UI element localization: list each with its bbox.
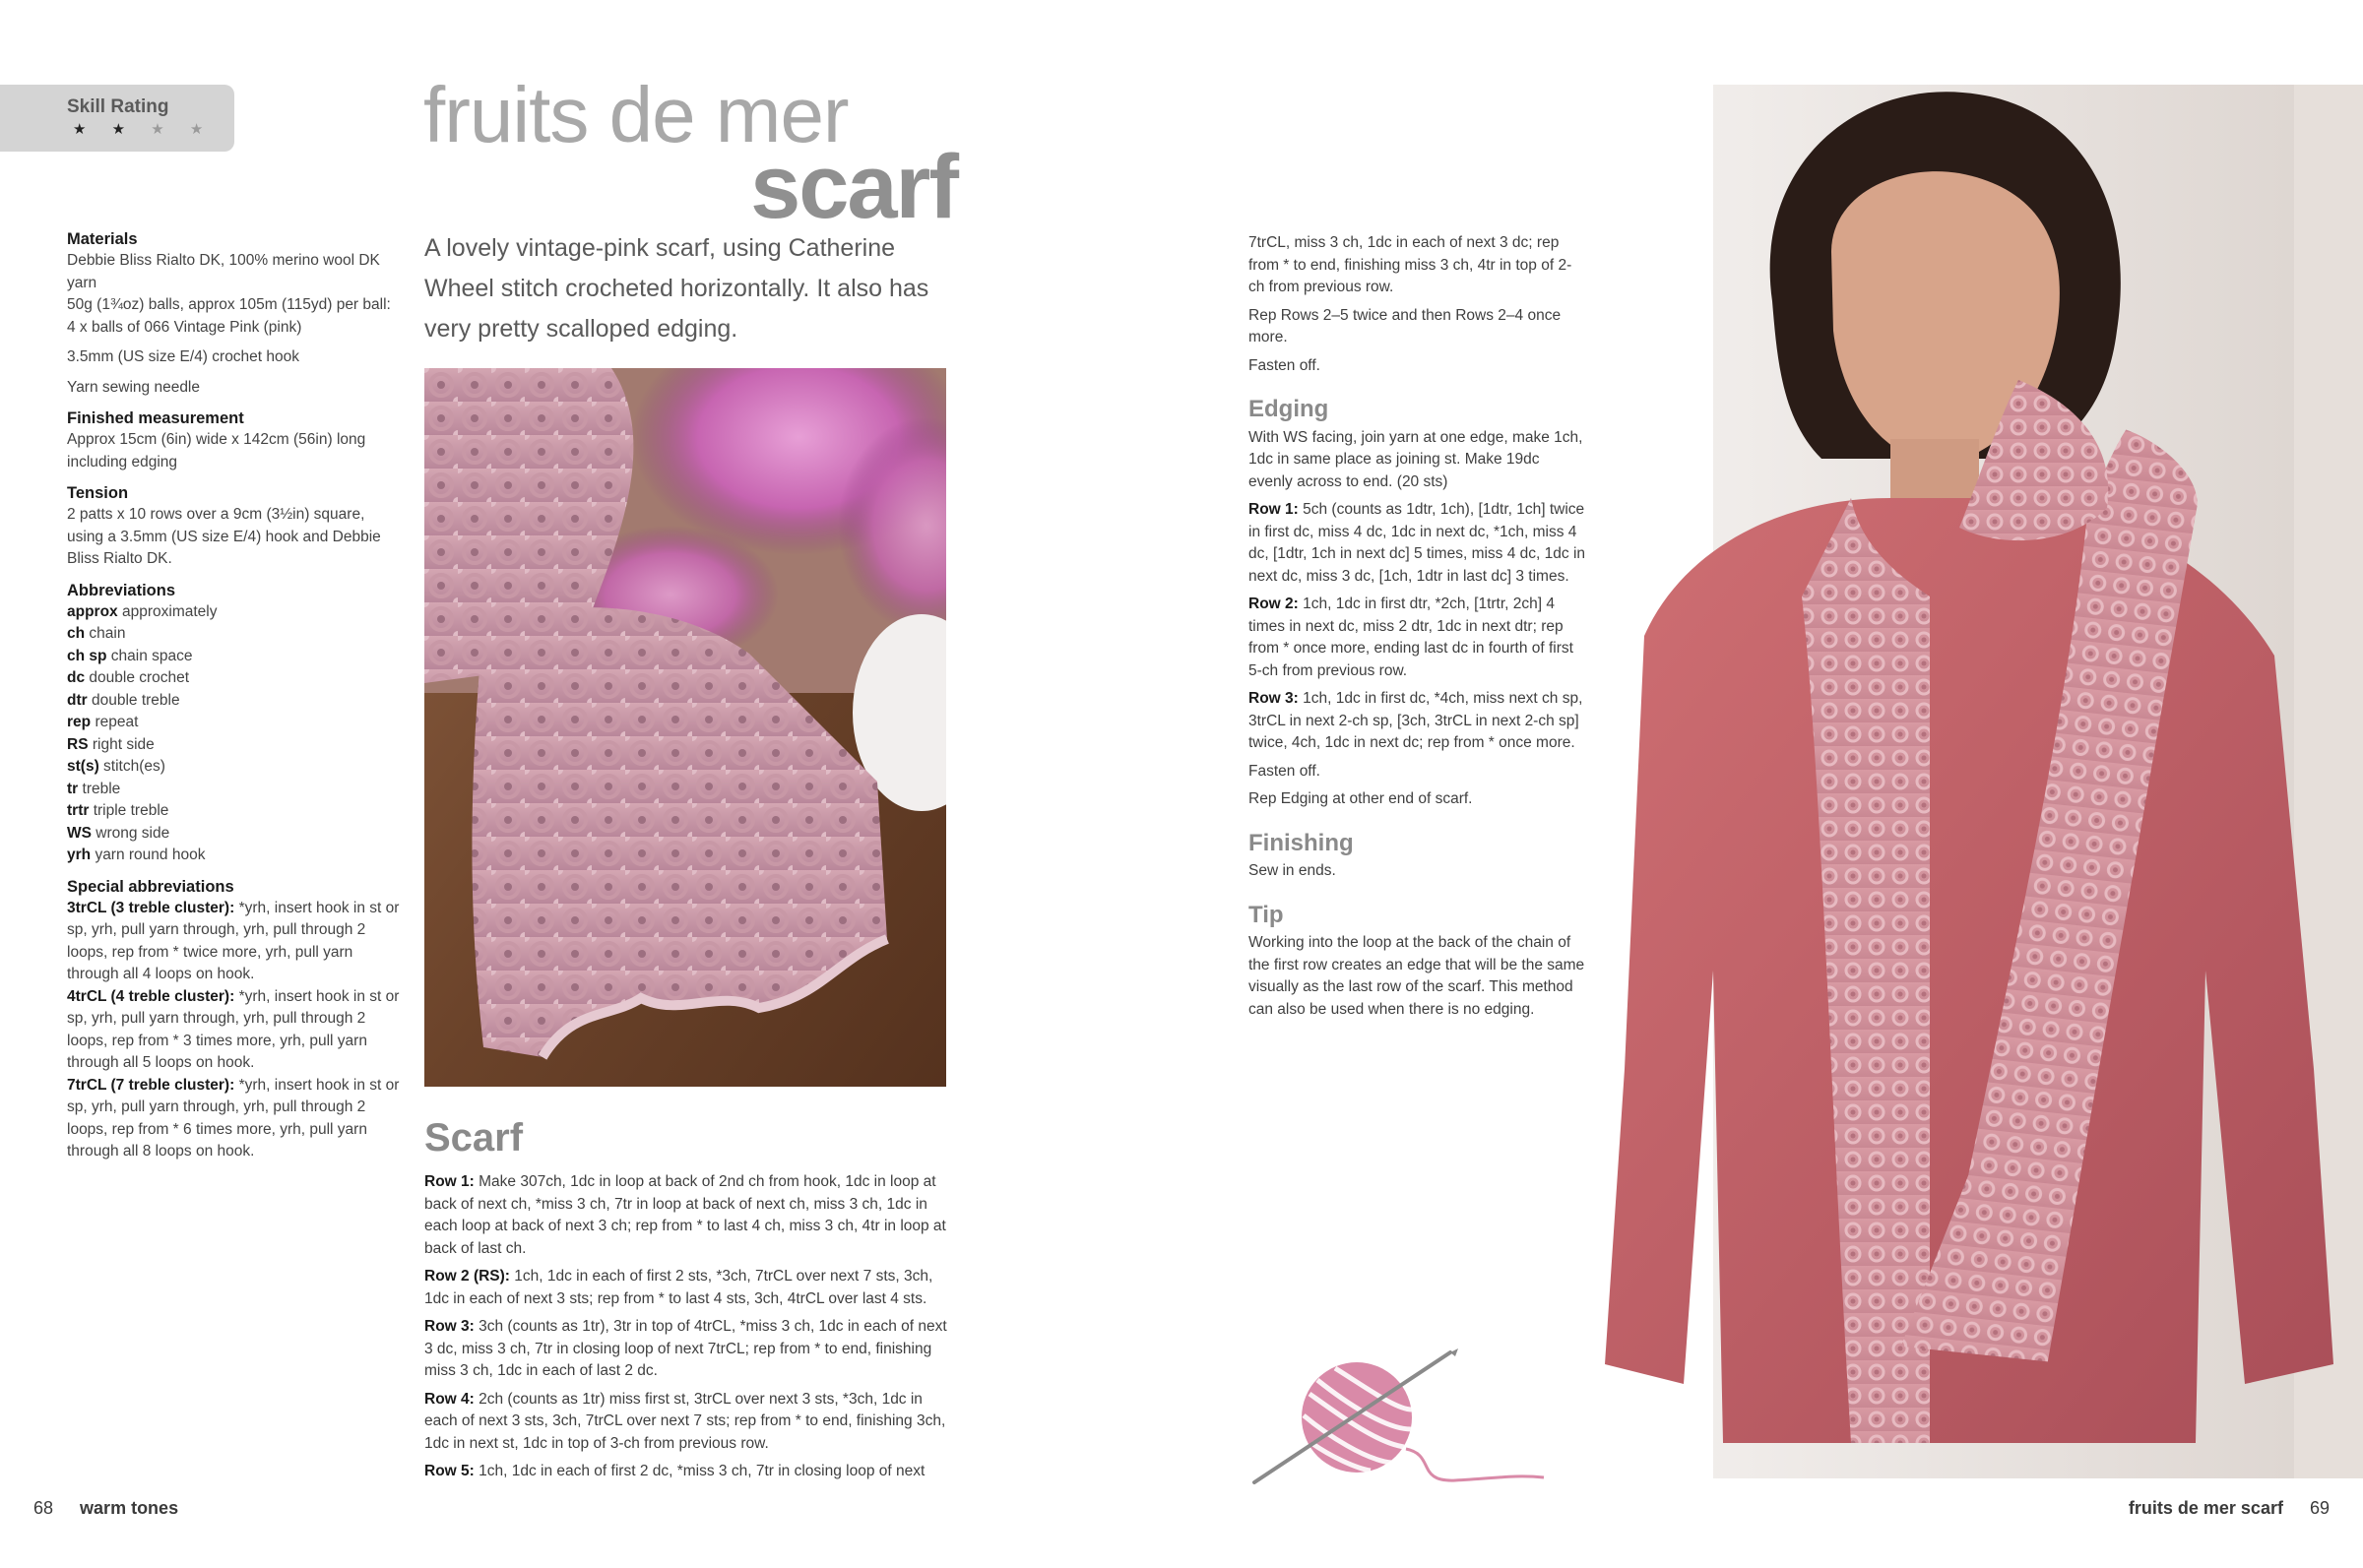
- special-abbreviations-heading: Special abbreviations: [67, 877, 234, 896]
- abbreviation-item: yrh yarn round hook: [67, 847, 206, 863]
- page-title-line1: fruits de mer: [423, 71, 849, 158]
- edging-row: Row 1: 5ch (counts as 1dtr, 1ch), [1dtr, 1ch] twice in first dc, miss 4 dc, 1dc in next dc, *1ch, miss 4 dc, [1dtr, 1ch in next dc] 5 times, miss 4 dc, 1dc in next dc, miss 3 dc, [1ch, 1dtr in last dc] 3 times.: [1248, 501, 1586, 585]
- footer-left: [33, 1498, 178, 1519]
- intro-paragraph: A lovely vintage-pink scarf, using Catherine Wheel stitch crocheted horizontally. It also has very pretty scalloped edging.: [424, 234, 929, 343]
- edging-row: Row 3: 1ch, 1dc in first dc, *4ch, miss next ch sp, 3trCL in next 2-ch sp, [3ch, 3trCL in next 2-ch sp] twice, 4ch, 1dc in next dc; rep from * once more.: [1248, 690, 1583, 751]
- abbreviation-item: RS right side: [67, 735, 155, 753]
- materials-yarn: Debbie Bliss Rialto DK, 100% merino wool DK yarn: [67, 252, 380, 291]
- special-abbreviation-item: 7trCL (7 treble cluster): *yrh, insert hook in st or sp, yrh, pull yarn through, yrh, pull through 2 loops, rep from * 6 times more, yrh, pull yarn through all 8 loops on hook.: [67, 1076, 400, 1160]
- section-name: warm tones: [80, 1498, 179, 1518]
- edging-fasten: Fasten off.: [1248, 762, 1320, 780]
- abbreviation-item: ch chain: [67, 625, 126, 642]
- abbreviation-item: trtr triple treble: [67, 802, 169, 819]
- page-number-left: 68: [33, 1498, 54, 1518]
- abbreviations-heading: Abbreviations: [67, 581, 176, 599]
- abbreviation-item: rep repeat: [67, 714, 139, 730]
- scarf-row: Row 2 (RS): 1ch, 1dc in each of first 2 sts, *3ch, 7trCL over next 7 sts, 3ch, 1dc in each of next 3 sts; rep from * to last 4 sts, 3ch, 4trCL over last 4 sts.: [424, 1268, 933, 1307]
- finishing-text: Sew in ends.: [1248, 862, 1336, 879]
- abbreviation-item: dc double crochet: [67, 669, 190, 686]
- abbreviations-list: [67, 601, 402, 867]
- scarf-row: Row 4: 2ch (counts as 1tr) miss first st, 3trCL over next 3 sts, *3ch, 1dc in each of next 3 sts, 3ch, 7trCL over next 7 sts; rep from * to end, finishing 3ch, 1dc in next st, 1dc in top of 3-ch from previous row.: [424, 1390, 946, 1452]
- scarf-row: Row 3: 3ch (counts as 1tr), 3tr in top of 4trCL, *miss 3 ch, 1dc in each of next 3 dc, miss 3 ch, 7tr in closing loop of next 7trCL; rep from * to end, finishing miss 3 ch, 1dc in each of last 2 dc.: [424, 1318, 947, 1379]
- finished-text: Approx 15cm (6in) wide x 142cm (56in) long including edging: [67, 431, 366, 470]
- tension-heading: Tension: [67, 484, 129, 502]
- edging-rep: Rep Edging at other end of scarf.: [1248, 790, 1473, 807]
- materials-heading: Materials: [67, 230, 138, 248]
- scarf-row: Row 5: 1ch, 1dc in each of first 2 dc, *miss 3 ch, 7tr in closing loop of next: [424, 1463, 926, 1479]
- tip-heading: Tip: [1248, 901, 1284, 928]
- materials-column: [67, 228, 402, 1163]
- page-title-line2: scarf: [750, 137, 957, 237]
- model-illustration: [1605, 85, 2363, 1478]
- footer-right: [2129, 1498, 2330, 1519]
- scarf-row: Row 1: Make 307ch, 1dc in loop at back of 2nd ch from hook, 1dc in loop at back of next ch, *miss 3 ch, 7tr in loop at back of next ch, miss 3 ch, 1dc in each loop at back of next 3 ch; rep from * to last 4 ch, miss 3 ch, 4tr in loop at back of last ch.: [424, 1173, 946, 1257]
- scarf-closeup-photo: [424, 368, 946, 1087]
- skill-rating-tab: [0, 85, 234, 152]
- continued-text: Fasten off.: [1248, 356, 1320, 374]
- running-title: fruits de mer scarf: [2128, 1498, 2283, 1518]
- edging-heading: Edging: [1248, 396, 1329, 422]
- materials-hook: 3.5mm (US size E/4) crochet hook: [67, 348, 300, 365]
- scarf-instructions: [424, 1171, 956, 1489]
- abbreviation-item: tr treble: [67, 780, 121, 797]
- star-empty-icons: ★ ★: [151, 121, 215, 138]
- star-filled-icons: ★ ★: [73, 121, 137, 138]
- special-abbreviation-item: 3trCL (3 treble cluster): *yrh, insert hook in st or sp, yrh, pull yarn through, yrh, pull through 2 loops, rep from * twice more, yrh, pull yarn through all 4 loops on hook.: [67, 899, 400, 982]
- abbreviation-item: dtr double treble: [67, 691, 180, 709]
- materials-needle: Yarn sewing needle: [67, 378, 200, 396]
- continued-text: 7trCL, miss 3 ch, 1dc in each of next 3 dc; rep from * to end, finishing miss 3 ch, 4tr in top of 2-ch from previous row.: [1248, 234, 1572, 295]
- edging-intro: With WS facing, join yarn at one edge, make 1ch, 1dc in same place as joining st. Make 19dc evenly across to end. (20 sts): [1248, 428, 1583, 490]
- skill-rating-stars: [73, 120, 214, 138]
- finished-heading: Finished measurement: [67, 409, 244, 427]
- continued-text: Rep Rows 2–5 twice and then Rows 2–4 once more.: [1248, 306, 1562, 345]
- pattern-continued-column: [1248, 232, 1587, 1027]
- yarn-ball-hook-icon: [1248, 1345, 1549, 1492]
- abbreviation-item: approx approximately: [67, 602, 218, 620]
- page-number-right: 69: [2309, 1498, 2330, 1518]
- special-abbreviation-item: 4trCL (4 treble cluster): *yrh, insert hook in st or sp, yrh, pull yarn through, yrh, pull through 2 loops, rep from * 3 times more, yrh, pull yarn through all 5 loops on hook.: [67, 987, 400, 1071]
- skill-rating-label: Skill Rating: [67, 96, 169, 117]
- finishing-heading: Finishing: [1248, 829, 1354, 856]
- materials-balls: 50g (1¾oz) balls, approx 105m (115yd) per ball: 4 x balls of 066 Vintage Pink (pink): [67, 296, 391, 336]
- scarf-heading: Scarf: [424, 1116, 524, 1160]
- abbreviation-item: st(s) stitch(es): [67, 758, 165, 775]
- scarf-closeup-illustration: [424, 368, 946, 1087]
- tension-text: 2 patts x 10 rows over a 9cm (3½in) square, using a 3.5mm (US size E/4) hook and Debbie Bliss Rialto DK.: [67, 506, 381, 567]
- edging-row: Row 2: 1ch, 1dc in first dtr, *2ch, [1trtr, 2ch] 4 times in next dc, miss 2 dtr, 1dc in next dtr; rep from * once more, ending last dc in fourth of first 5-ch from previous row.: [1248, 596, 1573, 679]
- abbreviation-item: ch sp chain space: [67, 647, 193, 664]
- abbreviation-item: WS wrong side: [67, 824, 170, 842]
- tip-text: Working into the loop at the back of the chain of the first row creates an edge that will be the same visually as the last row of the scarf. This method can also be used when there is no edging.: [1248, 934, 1585, 1018]
- model-wearing-scarf-photo: [1605, 85, 2363, 1478]
